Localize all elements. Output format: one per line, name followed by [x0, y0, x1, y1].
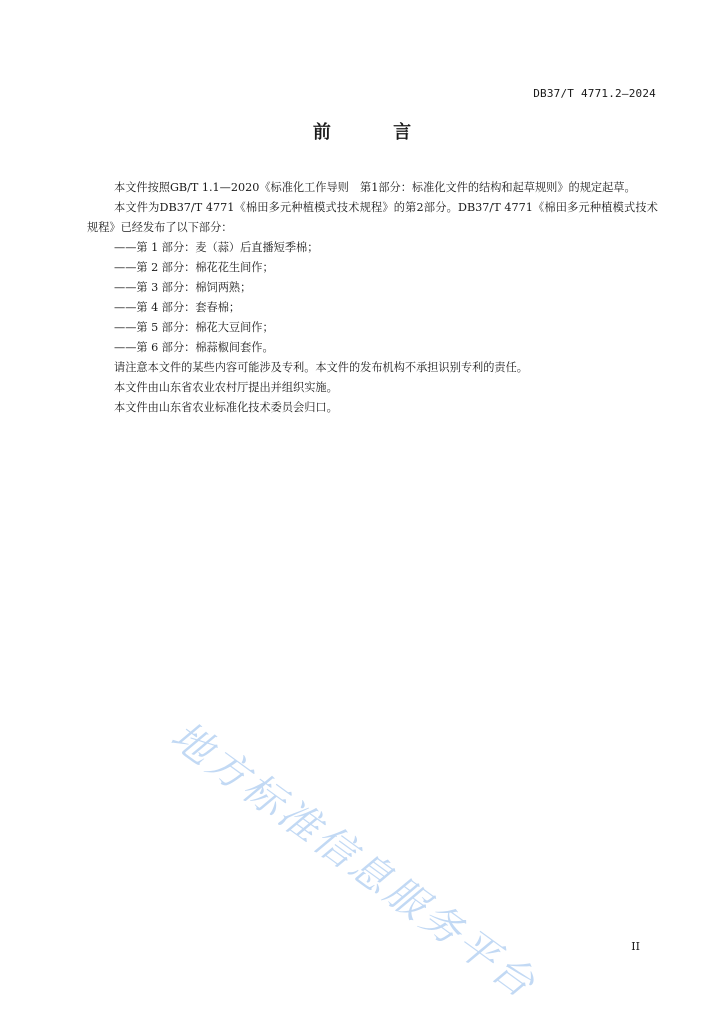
list-item-part-5: ——第 5 部分：棉花大豆间作； [114, 321, 274, 334]
paragraph-patent-notice: 请注意本文件的某些内容可能涉及专利。本文件的发布机构不承担识别专利的责任。 [114, 361, 528, 374]
list-item-part-3: ——第 3 部分：棉饲两熟； [114, 281, 252, 294]
list-item-part-6: ——第 6 部分：棉蒜椒间套作。 [114, 341, 274, 354]
list-item-part-1: ——第 1 部分：麦（蒜）后直播短季棉； [114, 241, 319, 254]
page-number: II [631, 940, 640, 953]
document-code: DB37/T 4771.2—2024 [533, 87, 656, 100]
list-item-part-2: ——第 2 部分：棉花花生间作； [114, 261, 274, 274]
watermark: 地方标准信息服务平台 [162, 712, 546, 1009]
preface-body [87, 178, 658, 418]
paragraph-proposer: 本文件由山东省农业农村厅提出并组织实施。 [114, 381, 338, 394]
page-title: 前 言 [312, 122, 440, 143]
paragraph-series-intro: 本文件为DB37/T 4771《棉田多元种植模式技术规程》的第2部分。DB37/T 4771《棉田多元种植模式技术规程》已经发布了以下部分： [87, 201, 658, 234]
list-item-part-4: ——第 4 部分：套春棉； [114, 301, 241, 314]
paragraph-committee: 本文件由山东省农业标准化技术委员会归口。 [114, 401, 338, 414]
paragraph-drafting-rules: 本文件按照GB/T 1.1—2020《标准化工作导则 第1部分：标准化文件的结构和起草规则》的规定起草。 [114, 181, 636, 194]
